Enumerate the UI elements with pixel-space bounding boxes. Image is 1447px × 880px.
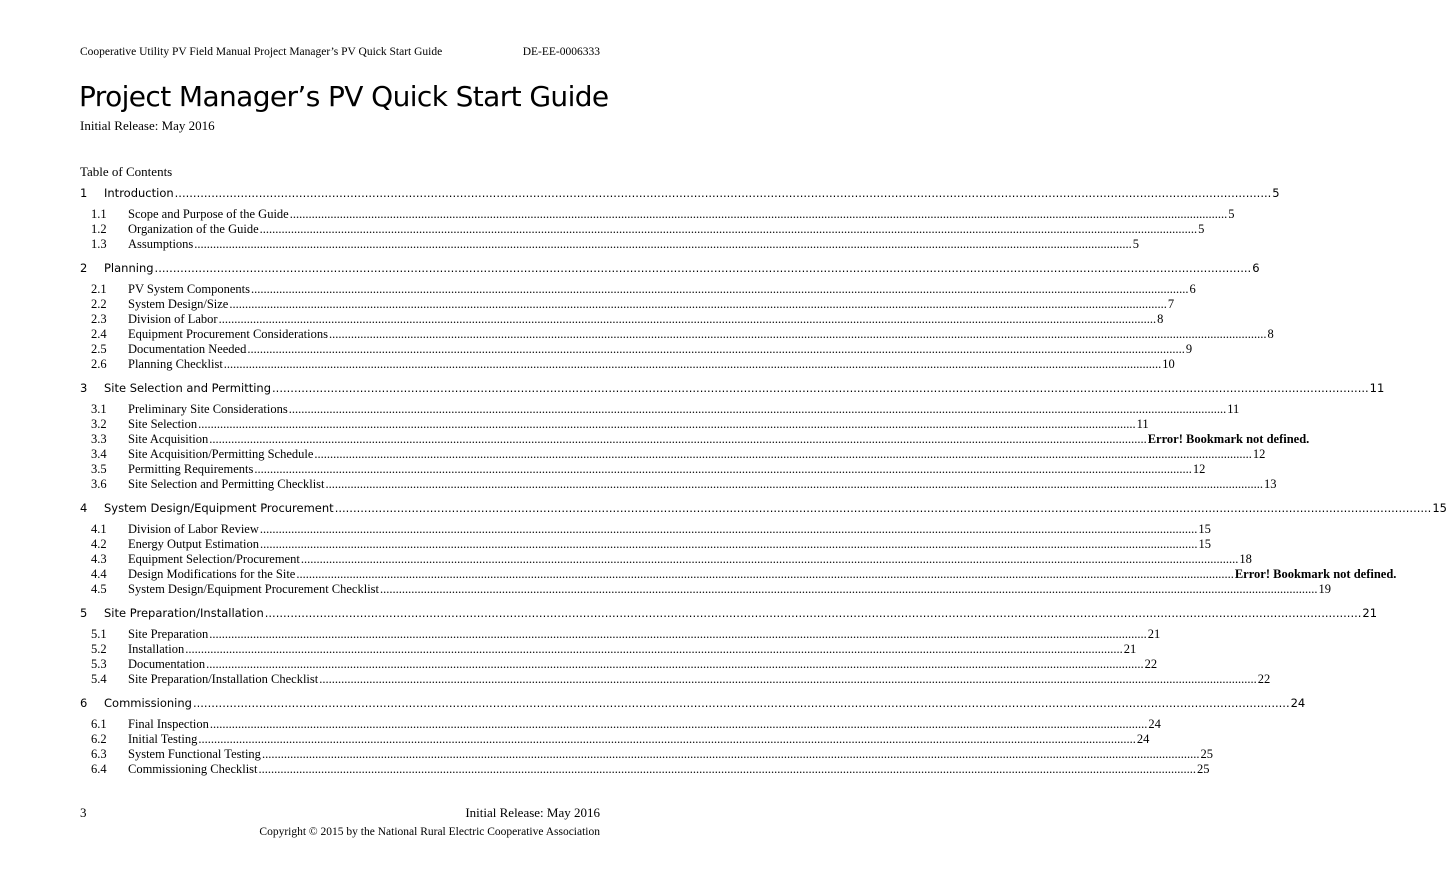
toc-page-number: 21: [1147, 627, 1161, 641]
header-title: Cooperative Utility PV Field Manual Project Manager’s PV Quick Start Guide: [80, 46, 443, 58]
toc-page-number: 18: [1239, 552, 1252, 566]
toc-entry-number: 1.1: [91, 207, 107, 221]
toc-entry-number: 2.6: [91, 357, 107, 371]
toc-leader-dots: ............................................................................................................................................................................................................................................................................................................: [300, 552, 1239, 566]
toc-leader-dots: ............................................................................................................................................................................................................................................................................................................: [314, 447, 1252, 461]
toc-section-row[interactable]: [80, 186, 1280, 201]
toc-leader-dots: ............................................................................................................................................................................................................................................................................................................: [209, 717, 1148, 731]
toc-entry-number: 1: [80, 186, 88, 200]
toc-entry-title[interactable]: Division of Labor: [128, 312, 218, 326]
toc-page-number: 12: [1192, 462, 1206, 476]
toc-entry-number: 6.4: [91, 762, 107, 776]
toc-bookmark-error: Error! Bookmark not defined.: [1234, 567, 1397, 581]
toc-entry-title[interactable]: Planning Checklist: [128, 357, 223, 371]
toc-entry-number: 3.2: [91, 417, 107, 431]
toc-leader-dots: ............................................................................................................................................................................................................................................................................................................: [334, 501, 1432, 515]
toc-subsection-row[interactable]: [80, 282, 1196, 297]
toc-page-number: 6: [1189, 282, 1196, 296]
toc-entry-number: 5.1: [91, 627, 107, 641]
toc-entry-title[interactable]: Division of Labor Review: [128, 522, 259, 536]
toc-subsection-row[interactable]: [80, 297, 1175, 312]
toc-leader-dots: ............................................................................................................................................................................................................................................................................................................: [229, 297, 1167, 311]
toc-page-number: 15: [1198, 537, 1212, 551]
toc-page-number: 22: [1257, 672, 1271, 686]
toc-entry-title[interactable]: Site Preparation/Installation Checklist: [128, 672, 319, 686]
toc-entry-number: 3.5: [91, 462, 107, 476]
toc-entry-number: 2.2: [91, 297, 107, 311]
toc-subsection-row[interactable]: [80, 312, 1164, 327]
toc-subsection-row[interactable]: [80, 477, 1277, 492]
toc-entry-number: 4: [80, 501, 88, 515]
toc-leader-dots: ............................................................................................................................................................................................................................................................................................................: [328, 327, 1267, 341]
toc-subsection-row[interactable]: [80, 462, 1206, 477]
toc-leader-dots: ............................................................................................................................................................................................................................................................................................................: [209, 627, 1147, 641]
toc-leader-dots: ............................................................................................................................................................................................................................................................................................................: [289, 207, 1228, 221]
toc-entry-number: 5.4: [91, 672, 107, 686]
toc-entry-title[interactable]: Site Acquisition: [128, 432, 209, 446]
toc-entry-title[interactable]: System Design/Equipment Procurement: [104, 501, 334, 515]
toc-entry-title[interactable]: System Functional Testing: [128, 747, 261, 761]
toc-subsection-row[interactable]: [80, 537, 1212, 552]
toc-subsection-row[interactable]: [80, 342, 1193, 357]
toc-page-number: 24: [1136, 732, 1150, 746]
toc-page-number: 11: [1369, 381, 1385, 395]
toc-entry-number: 1.3: [91, 237, 107, 251]
toc-entry-title[interactable]: Preliminary Site Considerations: [128, 402, 288, 416]
toc-entry-number: 6.1: [91, 717, 107, 731]
toc-leader-dots: ............................................................................................................................................................................................................................................................................................................: [209, 432, 1147, 446]
toc-entry-number: 5: [80, 606, 88, 620]
toc-entry-number: 3.6: [91, 477, 107, 491]
toc-section-row[interactable]: [80, 696, 1306, 711]
toc-entry-title[interactable]: Permitting Requirements: [128, 462, 254, 476]
toc-subsection-row[interactable]: [80, 522, 1211, 537]
toc-page-number: 24: [1148, 717, 1161, 731]
toc-leader-dots: ............................................................................................................................................................................................................................................................................................................: [247, 342, 1185, 356]
toc-page-number: 12: [1252, 447, 1266, 461]
toc-entry-title[interactable]: Planning: [104, 261, 154, 275]
toc-subsection-row[interactable]: [80, 327, 1274, 342]
toc-section-row[interactable]: [80, 261, 1260, 276]
toc-entry-number: 4.1: [91, 522, 107, 536]
toc-page-number: 15: [1432, 501, 1447, 515]
toc-page-number: 7: [1167, 297, 1175, 311]
toc-page-number: 21: [1123, 642, 1137, 656]
toc-entry-number: 2.5: [91, 342, 107, 356]
toc-leader-dots: ............................................................................................................................................................................................................................................................................................................: [272, 381, 1369, 395]
toc-page-number: 24: [1290, 696, 1306, 710]
toc-entry-number: 1.2: [91, 222, 107, 236]
toc-page-number: 25: [1200, 747, 1213, 761]
toc-entry-title[interactable]: Initial Testing: [128, 732, 198, 746]
toc-entry-title[interactable]: Final Inspection: [128, 717, 209, 731]
toc-subsection-row[interactable]: [80, 657, 1158, 672]
footer-page-number: 3: [80, 805, 87, 820]
toc-entry-title[interactable]: System Design/Size: [128, 297, 229, 311]
toc-subsection-row[interactable]: [80, 672, 1271, 687]
toc-leader-dots: ............................................................................................................................................................................................................................................................................................................: [325, 477, 1264, 491]
toc-leader-dots: ............................................................................................................................................................................................................................................................................................................: [154, 261, 1252, 275]
toc-leader-dots: ............................................................................................................................................................................................................................................................................................................: [174, 186, 1272, 200]
toc-page-number: 5: [1272, 186, 1280, 200]
toc-section-row[interactable]: [80, 501, 1447, 516]
toc-leader-dots: ............................................................................................................................................................................................................................................................................................................: [380, 582, 1318, 596]
toc-entry-title[interactable]: Site Acquisition/Permitting Schedule: [128, 447, 314, 461]
toc-entry-title[interactable]: Equipment Selection/Procurement: [128, 552, 300, 566]
toc-subsection-row[interactable]: [80, 207, 1235, 222]
toc-page-number: 5: [1228, 207, 1235, 221]
toc-subsection-row[interactable]: [80, 762, 1210, 777]
toc-heading: Table of Contents: [80, 164, 173, 179]
toc-leader-dots: ............................................................................................................................................................................................................................................................................................................: [296, 567, 1234, 581]
toc-leader-dots: ............................................................................................................................................................................................................................................................................................................: [258, 762, 1197, 776]
toc-entry-number: 2.1: [91, 282, 107, 296]
footer-release: Initial Release: May 2016: [465, 805, 600, 820]
toc-page-number: 5: [1198, 222, 1205, 236]
toc-subsection-row[interactable]: [80, 627, 1161, 642]
toc-leader-dots: ............................................................................................................................................................................................................................................................................................................: [223, 357, 1162, 371]
toc-leader-dots: ............................................................................................................................................................................................................................................................................................................: [192, 696, 1290, 710]
toc-bookmark-error: Error! Bookmark not defined.: [1147, 432, 1310, 446]
toc-page-number: 11: [1227, 402, 1240, 416]
toc-subsection-row[interactable]: [80, 732, 1150, 747]
toc-subsection-row[interactable]: [80, 432, 1310, 447]
toc-entry-number: 5.3: [91, 657, 107, 671]
toc-entry-title[interactable]: Scope and Purpose of the Guide: [128, 207, 289, 221]
toc-page-number: 9: [1185, 342, 1193, 356]
toc-entry-title[interactable]: PV System Components: [128, 282, 251, 296]
toc-page-number: 6: [1252, 261, 1260, 275]
toc-page-number: 11: [1136, 417, 1149, 431]
toc-entry-number: 3.1: [91, 402, 107, 416]
toc-entry-title[interactable]: Documentation Needed: [128, 342, 247, 356]
toc-leader-dots: ............................................................................................................................................................................................................................................................................................................: [261, 747, 1200, 761]
toc-entry-title[interactable]: Commissioning: [104, 696, 192, 710]
toc-subsection-row[interactable]: [80, 582, 1332, 597]
toc-entry-title[interactable]: Assumptions: [128, 237, 194, 251]
toc-subsection-row[interactable]: [80, 237, 1140, 252]
toc-entry-number: 3.4: [91, 447, 107, 461]
toc-subsection-row[interactable]: [80, 357, 1175, 372]
toc-subsection-row[interactable]: [80, 567, 1397, 582]
toc-leader-dots: ............................................................................................................................................................................................................................................................................................................: [218, 312, 1157, 326]
toc-page-number: 10: [1162, 357, 1175, 371]
toc-subsection-row[interactable]: [80, 717, 1161, 732]
page-title: Project Manager’s PV Quick Start Guide: [79, 80, 609, 113]
toc-leader-dots: ............................................................................................................................................................................................................................................................................................................: [185, 642, 1123, 656]
footer-copyright: Copyright © 2015 by the National Rural Electric Cooperative Association: [259, 826, 600, 838]
toc-subsection-row[interactable]: [80, 747, 1213, 762]
toc-entry-title[interactable]: Site Preparation/Installation: [104, 606, 264, 620]
toc-leader-dots: ............................................................................................................................................................................................................................................................................................................: [288, 402, 1227, 416]
toc-entry-number: 2.4: [91, 327, 107, 341]
toc-leader-dots: ............................................................................................................................................................................................................................................................................................................: [198, 417, 1136, 431]
toc-entry-number: 5.2: [91, 642, 107, 656]
toc-leader-dots: ............................................................................................................................................................................................................................................................................................................: [194, 237, 1132, 251]
toc-page-number: 15: [1198, 522, 1211, 536]
toc-entry-title[interactable]: Site Selection and Permitting Checklist: [128, 477, 325, 491]
release-line: Initial Release: May 2016: [80, 118, 215, 133]
toc-leader-dots: ............................................................................................................................................................................................................................................................................................................: [264, 606, 1362, 620]
toc-leader-dots: ............................................................................................................................................................................................................................................................................................................: [206, 657, 1144, 671]
toc-entry-number: 4.4: [91, 567, 107, 581]
toc-page-number: 5: [1132, 237, 1140, 251]
toc-page-number: 19: [1318, 582, 1332, 596]
toc-entry-title[interactable]: Design Modifications for the Site: [128, 567, 296, 581]
toc-leader-dots: ............................................................................................................................................................................................................................................................................................................: [260, 537, 1198, 551]
toc-page-number: 22: [1144, 657, 1158, 671]
toc-leader-dots: ............................................................................................................................................................................................................................................................................................................: [198, 732, 1136, 746]
toc-subsection-row[interactable]: [80, 222, 1205, 237]
toc-page-number: 13: [1264, 477, 1277, 491]
toc-leader-dots: ............................................................................................................................................................................................................................................................................................................: [251, 282, 1189, 296]
toc-entry-number: 2: [80, 261, 88, 275]
toc-entry-title[interactable]: Site Preparation: [128, 627, 209, 641]
toc-page-number: 21: [1362, 606, 1378, 620]
toc-section-row[interactable]: [80, 381, 1385, 396]
toc-subsection-row[interactable]: [80, 447, 1266, 462]
toc-leader-dots: ............................................................................................................................................................................................................................................................................................................: [259, 222, 1198, 236]
toc-entry-number: 4.3: [91, 552, 107, 566]
toc-leader-dots: ............................................................................................................................................................................................................................................................................................................: [259, 522, 1198, 536]
toc-entry-title[interactable]: Documentation: [128, 657, 206, 671]
toc-entry-number: 2.3: [91, 312, 107, 326]
toc-subsection-row[interactable]: [80, 417, 1149, 432]
toc-page-number: 25: [1197, 762, 1210, 776]
toc-entry-number: 6: [80, 696, 88, 710]
toc-entry-title[interactable]: Introduction: [104, 186, 174, 200]
toc-entry-title[interactable]: Installation: [128, 642, 185, 656]
toc-entry-title[interactable]: Site Selection: [128, 417, 198, 431]
toc-entry-title[interactable]: Organization of the Guide: [128, 222, 259, 236]
toc-entry-number: 4.5: [91, 582, 107, 596]
toc-subsection-row[interactable]: [80, 402, 1240, 417]
toc-entry-title[interactable]: Equipment Procurement Considerations: [128, 327, 328, 341]
toc-entry-number: 6.3: [91, 747, 107, 761]
toc-entry-title[interactable]: Energy Output Estimation: [128, 537, 260, 551]
toc-leader-dots: ............................................................................................................................................................................................................................................................................................................: [319, 672, 1257, 686]
toc-entry-title[interactable]: System Design/Equipment Procurement Checklist: [128, 582, 380, 596]
toc-entry-number: 3: [80, 381, 88, 395]
toc-page-number: 8: [1267, 327, 1274, 341]
toc-entry-number: 4.2: [91, 537, 107, 551]
toc-entry-number: 3.3: [91, 432, 107, 446]
header-doc-id: DE-EE-0006333: [522, 46, 600, 58]
toc-entry-title[interactable]: Commissioning Checklist: [128, 762, 258, 776]
toc-section-row[interactable]: [80, 606, 1378, 621]
toc-subsection-row[interactable]: [80, 642, 1137, 657]
toc-entry-number: 6.2: [91, 732, 107, 746]
toc-leader-dots: ............................................................................................................................................................................................................................................................................................................: [254, 462, 1192, 476]
toc-page-number: 8: [1157, 312, 1164, 326]
toc-entry-title[interactable]: Site Selection and Permitting: [104, 381, 272, 395]
toc-subsection-row[interactable]: [80, 552, 1252, 567]
